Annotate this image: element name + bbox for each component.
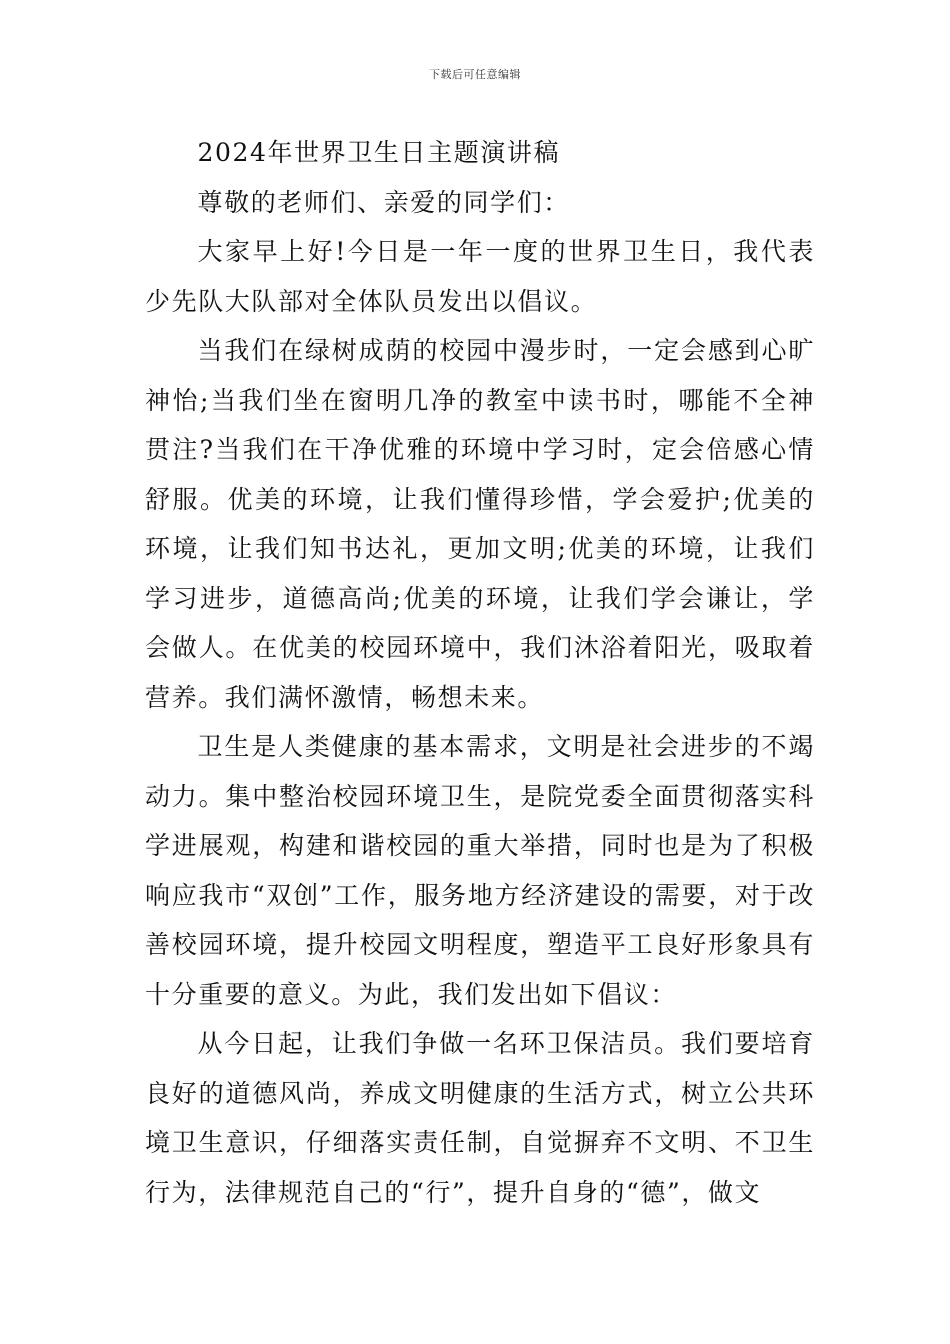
paragraph: 当我们在绿树成荫的校园中漫步时，一定会感到心旷神怡;当我们坐在窗明几净的教室中读书时，哪能不全神贯注?当我们在干净优雅的环境中学习时，定会倍感心情舒服。优美的环境，让我们懂得珍惜，学会爱护;优美的环境，让我们知书达礼，更加文明;优美的环境，让我们学习进步，道德高尚;优美的环境，让我们学会谦让，学会做人。在优美的校园环境中，我们沐浴着阳光，吸取着营养。我们满怀激情，畅想未来。	[145, 336, 815, 712]
salutation: 尊敬的老师们、亲爱的同学们：	[197, 187, 570, 217]
paragraph: 从今日起，让我们争做一名环卫保洁员。我们要培育良好的道德风尚，养成文明健康的生活方式，树立公共环境卫生意识，仔细落实责任制，自觉摒弃不文明、不卫生行为，法律规范自己的“行”，提升自身的“德”，做文	[145, 1029, 815, 1207]
document-title: 2024年世界卫生日主题演讲稿	[197, 138, 561, 167]
document-body	[145, 128, 815, 1217]
page-header-note: 下载后可任意编辑	[429, 68, 521, 81]
paragraph: 大家早上好!今日是一年一度的世界卫生日，我代表少先队大队部对全体队员发出以倡议。	[145, 237, 815, 316]
paragraph: 卫生是人类健康的基本需求，文明是社会进步的不竭动力。集中整治校园环境卫生，是院党委全面贯彻落实科学进展观，构建和谐校园的重大举措，同时也是为了积极响应我市“双创”工作，服务地方经济建设的需要，对于改善校园环境，提升校园文明程度，塑造平工良好形象具有十分重要的意义。为此，我们发出如下倡议：	[145, 732, 815, 1009]
